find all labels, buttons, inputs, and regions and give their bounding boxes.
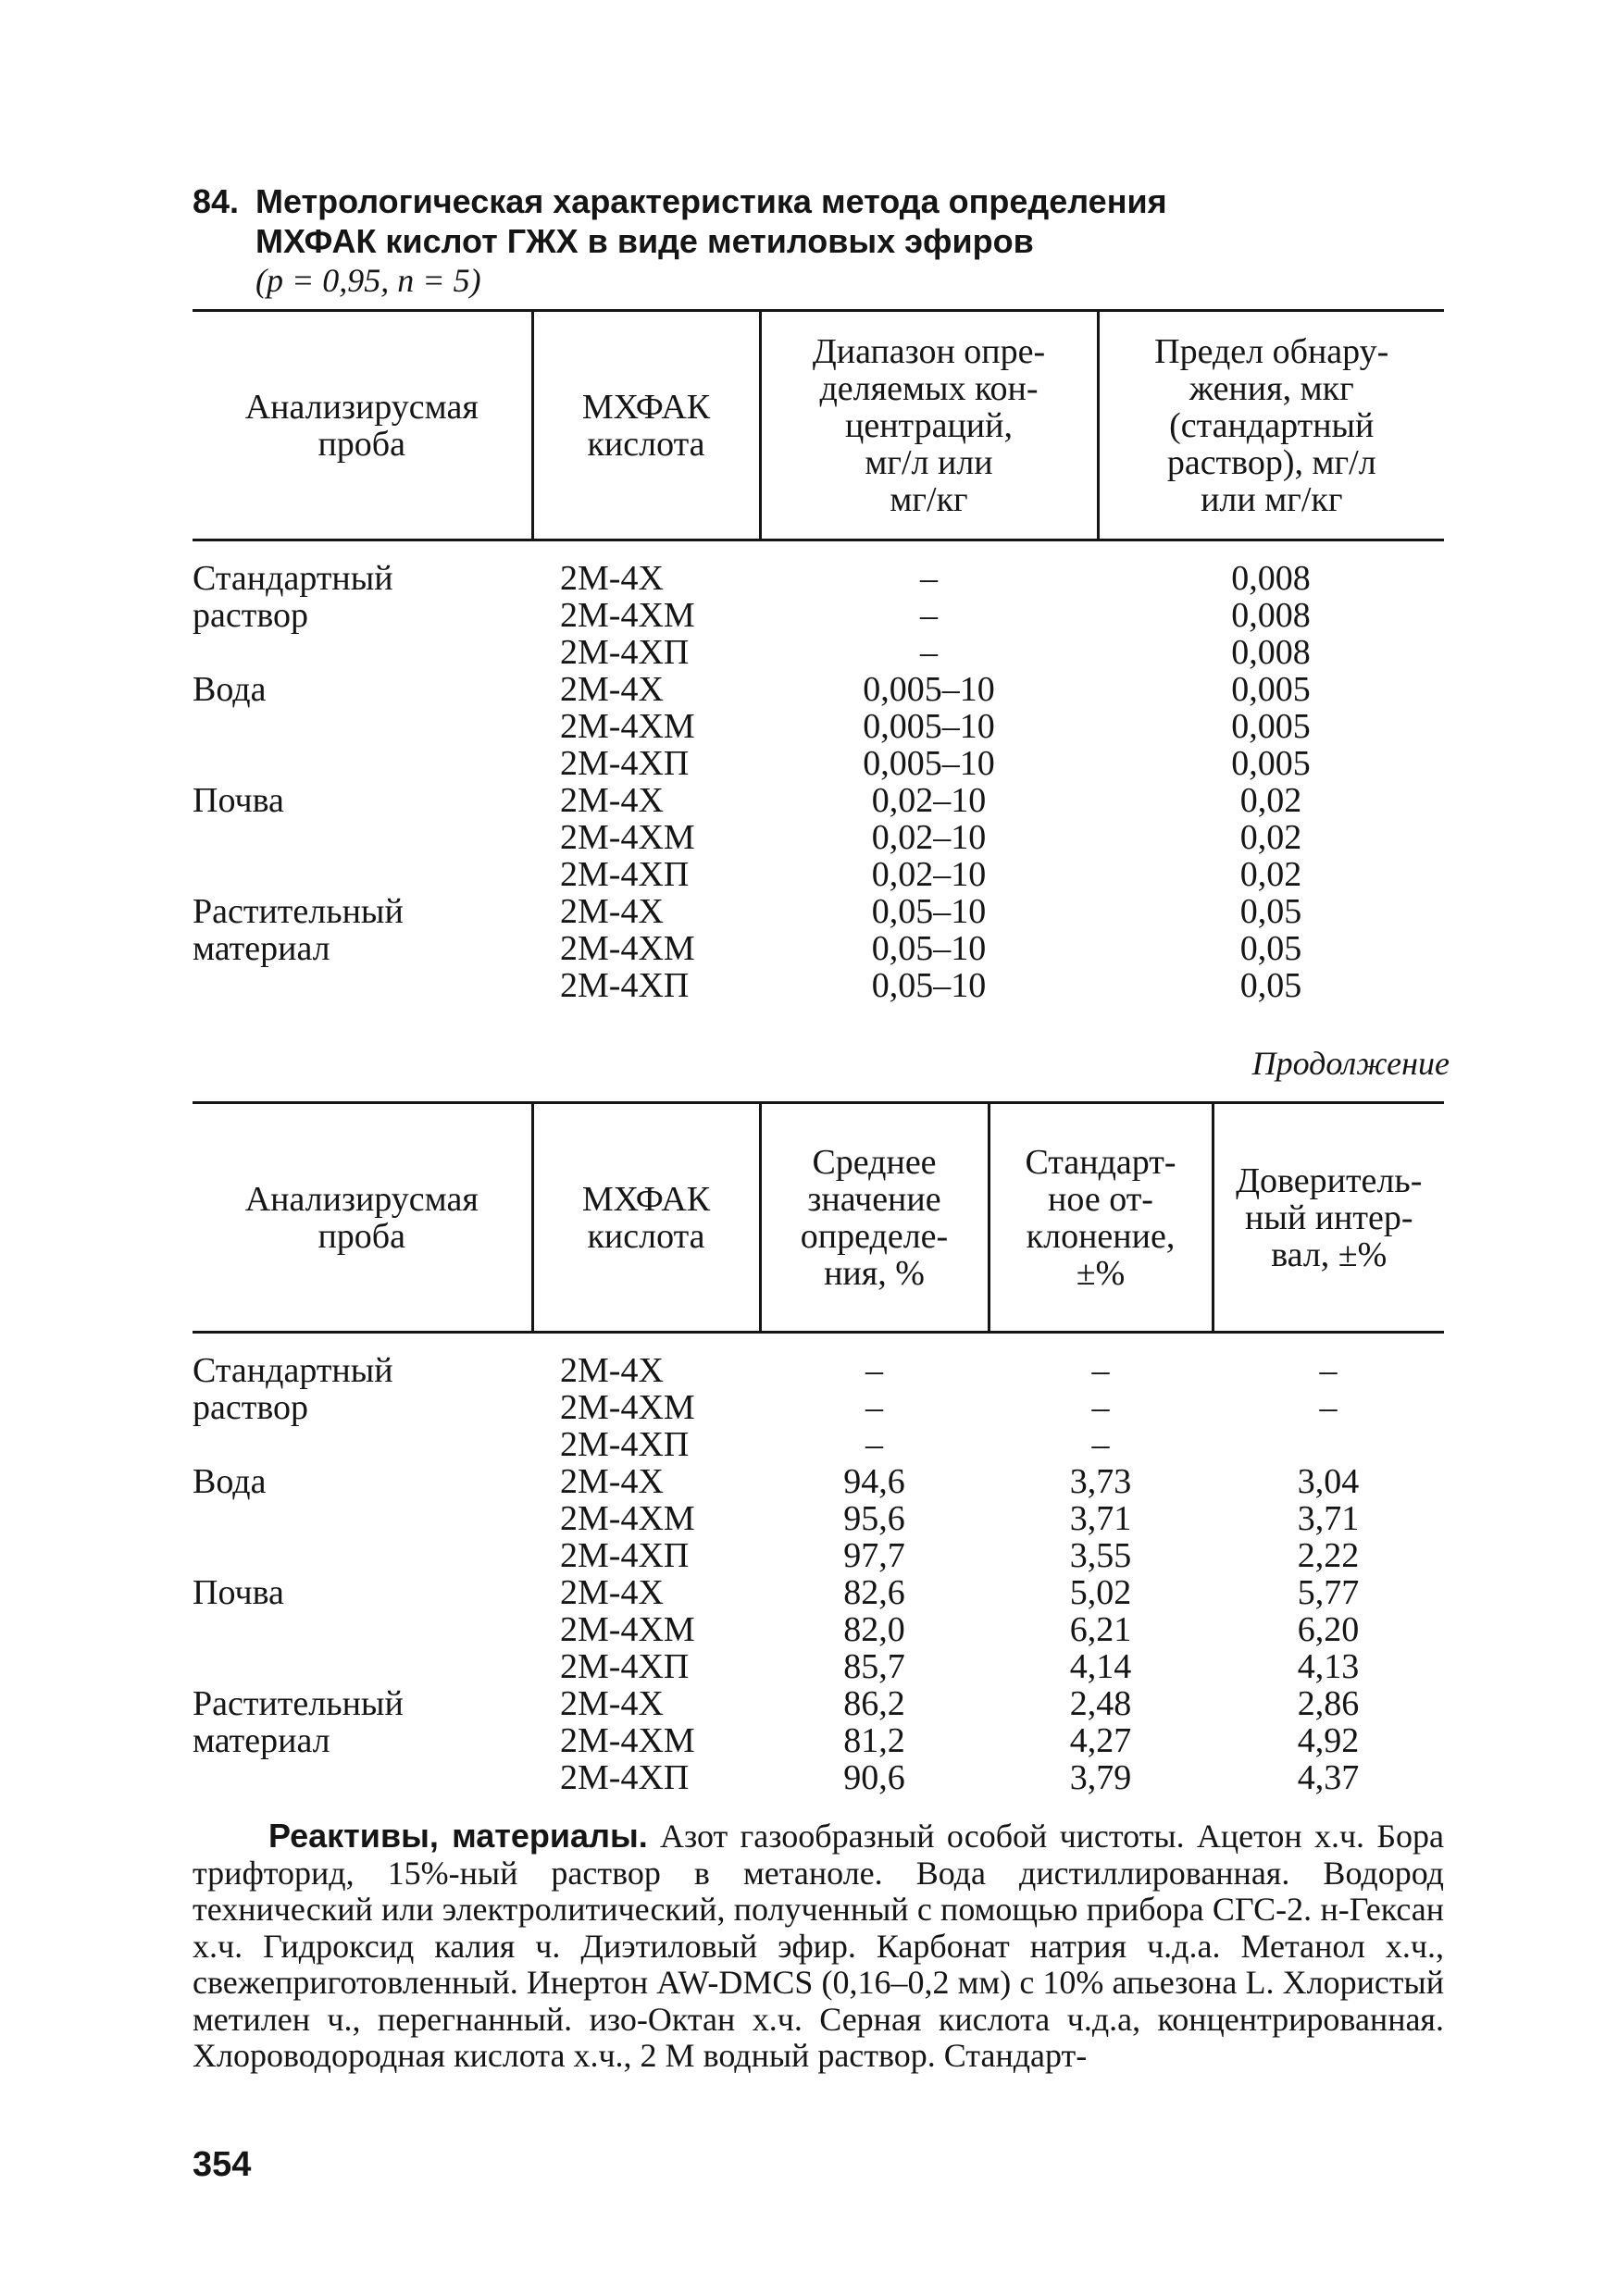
value-cell: 90,6 <box>843 1758 905 1797</box>
value-cell: 0,005 <box>1231 744 1311 783</box>
value-cell: 94,6 <box>843 1462 905 1501</box>
column-header-line: Анализирусмая <box>244 387 479 427</box>
acid-cell: 2М-4ХМ <box>560 1388 695 1427</box>
table-row <box>193 1722 1444 1759</box>
acid-cell: 2М-4ХП <box>560 633 690 672</box>
table-header <box>193 1103 1444 1333</box>
table-row <box>193 1537 1444 1574</box>
table-row <box>193 1389 1444 1426</box>
sample-cell <box>193 856 532 893</box>
column-header <box>193 311 532 540</box>
value-cell: 0,05–10 <box>871 892 987 931</box>
column-header <box>1098 311 1444 540</box>
value-cell: 4,92 <box>1297 1721 1360 1760</box>
column-header-line: вал, ±% <box>1271 1235 1388 1274</box>
acid-cell: 2М-4ХМ <box>560 818 695 857</box>
value-cell: 0,008 <box>1231 633 1311 672</box>
acid-cell: 2М-4Х <box>560 1684 664 1723</box>
paragraph-lead: Реактивы, материалы. <box>268 1817 648 1855</box>
column-header-line: или мг/кг <box>1201 479 1343 519</box>
acid-cell: 2М-4Х <box>560 559 664 598</box>
column-header-line: МХФАК <box>581 1179 711 1219</box>
paragraph-text: Азот газообразный особой чистоты. Ацетон х.ч. Бора трифторид, 15%-ный раствор в метаноле. Вода дистиллированная. Водород технический или электролитический, полученный с помощью прибора СГС-2. н-Гексан х.ч. Гидроксид калия ч. Диэтиловый эфир. Карбонат натрия ч.д.а. Метанол х.ч., свежеприготовленный. Инертон AW-DMCS (0,16–0,2 мм) с 10% апьезона L. Хлористый метилен ч., перегнанный. изо-Октан х.ч. Серная кислота ч.д.а, концентрированная. Хлороводородная кислота х.ч., 2 М водный раствор. Стандарт- <box>193 1818 1444 2074</box>
value-cell: 0,02–10 <box>871 781 987 820</box>
value-cell: 0,005 <box>1231 670 1311 709</box>
value-cell: – <box>920 559 938 598</box>
value-cell: – <box>1091 1425 1110 1464</box>
value-cell: 6,20 <box>1297 1610 1360 1649</box>
value-cell: 0,02 <box>1239 781 1302 820</box>
table-row <box>193 967 1444 1004</box>
column-header-line: жения, мкг <box>1189 368 1354 408</box>
value-cell: 0,02–10 <box>871 818 987 857</box>
column-header-line: ное от- <box>1048 1179 1153 1219</box>
sample-cell: Вода <box>193 1462 267 1501</box>
acid-cell: 2М-4Х <box>560 1462 664 1501</box>
table-row <box>193 1648 1444 1685</box>
continuation-label: Продолжение <box>1251 1045 1450 1082</box>
column-header <box>193 1103 532 1333</box>
column-header-line: ный интер- <box>1244 1198 1413 1237</box>
column-header-line: Диапазон опре- <box>812 331 1046 371</box>
table-row <box>193 634 1444 671</box>
table-number: 84. <box>193 182 240 220</box>
table-body <box>193 1333 1444 1797</box>
column-header-line: кислота <box>587 424 705 464</box>
column-header-line: деляемых кон- <box>819 368 1039 408</box>
acid-cell: 2М-4Х <box>560 1351 664 1390</box>
table-row <box>193 1500 1444 1537</box>
table-row <box>193 1574 1444 1611</box>
sample-cell <box>193 819 532 856</box>
sample-cell <box>193 1537 532 1574</box>
value-cell: 2,22 <box>1297 1536 1360 1575</box>
table-row <box>193 1426 1444 1463</box>
sample-cell <box>193 634 532 671</box>
column-header <box>1213 1103 1444 1333</box>
title-line-2: МХФАК кислот ГЖХ в виде метиловых эфиров <box>255 222 1034 260</box>
sample-cell <box>193 1759 532 1796</box>
value-cell: 0,005–10 <box>863 707 995 746</box>
value-cell: – <box>1091 1351 1110 1390</box>
value-cell: 0,008 <box>1231 596 1311 635</box>
acid-cell: 2М-4ХП <box>560 966 690 1005</box>
title-line-1: Метрологическая характеристика метода определения <box>255 182 1167 220</box>
acid-cell: 2М-4ХМ <box>560 707 695 746</box>
value-cell: 3,73 <box>1069 1462 1132 1501</box>
acid-cell: 2М-4ХП <box>560 1758 690 1797</box>
value-cell: 0,05–10 <box>871 929 987 968</box>
sample-cell <box>193 1648 532 1685</box>
value-cell: 0,05 <box>1239 892 1302 931</box>
table-row <box>193 1611 1444 1648</box>
value-cell: – <box>1091 1388 1110 1427</box>
table-row <box>193 745 1444 782</box>
acid-cell: 2М-4Х <box>560 1573 664 1612</box>
acid-cell: 2М-4ХМ <box>560 1721 695 1760</box>
column-header-line: Анализирусмая <box>244 1179 479 1219</box>
acid-cell: 2М-4ХМ <box>560 596 695 635</box>
acid-cell: 2М-4ХП <box>560 855 690 894</box>
title-conditions: (р = 0,95, n = 5) <box>255 262 481 299</box>
column-header-line: проба <box>317 424 406 464</box>
sample-cell: Стандартный <box>193 1351 393 1390</box>
sample-cell: Вода <box>193 670 267 709</box>
table-row <box>193 540 1444 598</box>
sample-cell: материал <box>193 929 330 968</box>
value-cell: 0,05 <box>1239 966 1302 1005</box>
value-cell: 82,0 <box>843 1610 905 1649</box>
column-header <box>760 311 1098 540</box>
value-cell: 4,37 <box>1297 1758 1360 1797</box>
value-cell: 0,005–10 <box>863 670 995 709</box>
column-header-line: клонение, <box>1026 1216 1176 1256</box>
column-header-line: мг/кг <box>890 479 968 519</box>
sample-cell <box>193 967 532 1004</box>
table-title <box>193 181 1461 301</box>
value-cell: 4,13 <box>1297 1647 1360 1686</box>
table-body <box>193 540 1444 1005</box>
value-cell: 2,86 <box>1297 1684 1360 1723</box>
table-statistics <box>193 1101 1444 1796</box>
acid-cell: 2М-4ХМ <box>560 1499 695 1538</box>
column-header-line: Предел обнару- <box>1154 331 1389 371</box>
acid-cell: 2М-4Х <box>560 892 664 931</box>
value-cell: – <box>920 596 938 635</box>
column-header <box>532 1103 760 1333</box>
table-row <box>193 819 1444 856</box>
table-row <box>193 1333 1444 1390</box>
value-cell: 0,02 <box>1239 855 1302 894</box>
column-header-line: значение <box>807 1179 941 1219</box>
table-row <box>193 782 1444 819</box>
sample-cell <box>193 1426 532 1463</box>
value-cell: 5,02 <box>1069 1573 1132 1612</box>
acid-cell: 2М-4ХП <box>560 1425 690 1464</box>
value-cell: 4,27 <box>1069 1721 1132 1760</box>
value-cell: 0,05–10 <box>871 966 987 1005</box>
value-cell: – <box>865 1351 883 1390</box>
sample-cell: Растительный <box>193 1684 404 1723</box>
table-row <box>193 671 1444 708</box>
acid-cell: 2М-4ХП <box>560 1536 690 1575</box>
column-header-line: проба <box>317 1216 406 1256</box>
acid-cell: 2М-4ХП <box>560 1647 690 1686</box>
table-row <box>193 930 1444 967</box>
value-cell: – <box>1319 1388 1338 1427</box>
value-cell: – <box>920 633 938 672</box>
value-cell: 3,71 <box>1297 1499 1360 1538</box>
table-row <box>193 856 1444 893</box>
reagents-paragraph <box>193 1818 1444 2075</box>
column-header-line: (стандартный <box>1169 405 1375 445</box>
column-header-line: центраций, <box>845 405 1013 445</box>
table-row <box>193 708 1444 745</box>
column-header-line: МХФАК <box>581 387 711 427</box>
sample-cell: раствор <box>193 1388 309 1427</box>
value-cell: 0,005 <box>1231 707 1311 746</box>
value-cell: 85,7 <box>843 1647 905 1686</box>
value-cell <box>1213 1426 1444 1463</box>
value-cell: 95,6 <box>843 1499 905 1538</box>
acid-cell: 2М-4ХП <box>560 744 690 783</box>
value-cell: 0,008 <box>1231 559 1311 598</box>
column-header-line: Доверитель- <box>1236 1160 1423 1200</box>
value-cell: 5,77 <box>1297 1573 1360 1612</box>
column-header-line: раствор), мг/л <box>1166 442 1376 482</box>
sample-cell <box>193 745 532 782</box>
value-cell: 86,2 <box>843 1684 905 1723</box>
column-header <box>532 311 760 540</box>
column-header-line: определе- <box>800 1216 949 1256</box>
sample-cell: Почва <box>193 781 284 820</box>
column-header-line: Стандарт- <box>1025 1142 1176 1182</box>
value-cell: 6,21 <box>1069 1610 1132 1649</box>
acid-cell: 2М-4Х <box>560 670 664 709</box>
column-header <box>989 1103 1213 1333</box>
value-cell: 3,79 <box>1069 1758 1132 1797</box>
value-cell: 4,14 <box>1069 1647 1132 1686</box>
value-cell: 2,48 <box>1069 1684 1132 1723</box>
column-header-line: Среднее <box>812 1142 937 1182</box>
value-cell: – <box>1319 1351 1338 1390</box>
sample-cell <box>193 1611 532 1648</box>
value-cell: 0,02–10 <box>871 855 987 894</box>
sample-cell: Растительный <box>193 892 404 931</box>
table-row <box>193 893 1444 930</box>
table-row <box>193 1759 1444 1796</box>
acid-cell: 2М-4Х <box>560 781 664 820</box>
column-header <box>760 1103 989 1333</box>
sample-cell <box>193 1500 532 1537</box>
sample-cell: Стандартный <box>193 559 393 598</box>
table-header <box>193 311 1444 540</box>
value-cell: 82,6 <box>843 1573 905 1612</box>
table-row <box>193 1463 1444 1500</box>
page-number: 354 <box>193 2145 252 2184</box>
value-cell: 97,7 <box>843 1536 905 1575</box>
column-header-line: кислота <box>587 1216 705 1256</box>
column-header-line: ±% <box>1076 1253 1126 1293</box>
value-cell: 0,05 <box>1239 929 1302 968</box>
value-cell: 3,55 <box>1069 1536 1132 1575</box>
table-row <box>193 1685 1444 1722</box>
sample-cell: раствор <box>193 596 309 635</box>
value-cell: 3,71 <box>1069 1499 1132 1538</box>
column-header-line: мг/л или <box>865 442 993 482</box>
value-cell: 3,04 <box>1297 1462 1360 1501</box>
column-header-line: ния, % <box>824 1253 925 1293</box>
value-cell: – <box>865 1425 883 1464</box>
table-row <box>193 597 1444 634</box>
table-detection-limits <box>193 309 1444 1004</box>
acid-cell: 2М-4ХМ <box>560 1610 695 1649</box>
sample-cell: Почва <box>193 1573 284 1612</box>
value-cell: 81,2 <box>843 1721 905 1760</box>
value-cell: 0,005–10 <box>863 744 995 783</box>
acid-cell: 2М-4ХМ <box>560 929 695 968</box>
sample-cell: материал <box>193 1721 330 1760</box>
value-cell: – <box>865 1388 883 1427</box>
sample-cell <box>193 708 532 745</box>
value-cell: 0,02 <box>1239 818 1302 857</box>
